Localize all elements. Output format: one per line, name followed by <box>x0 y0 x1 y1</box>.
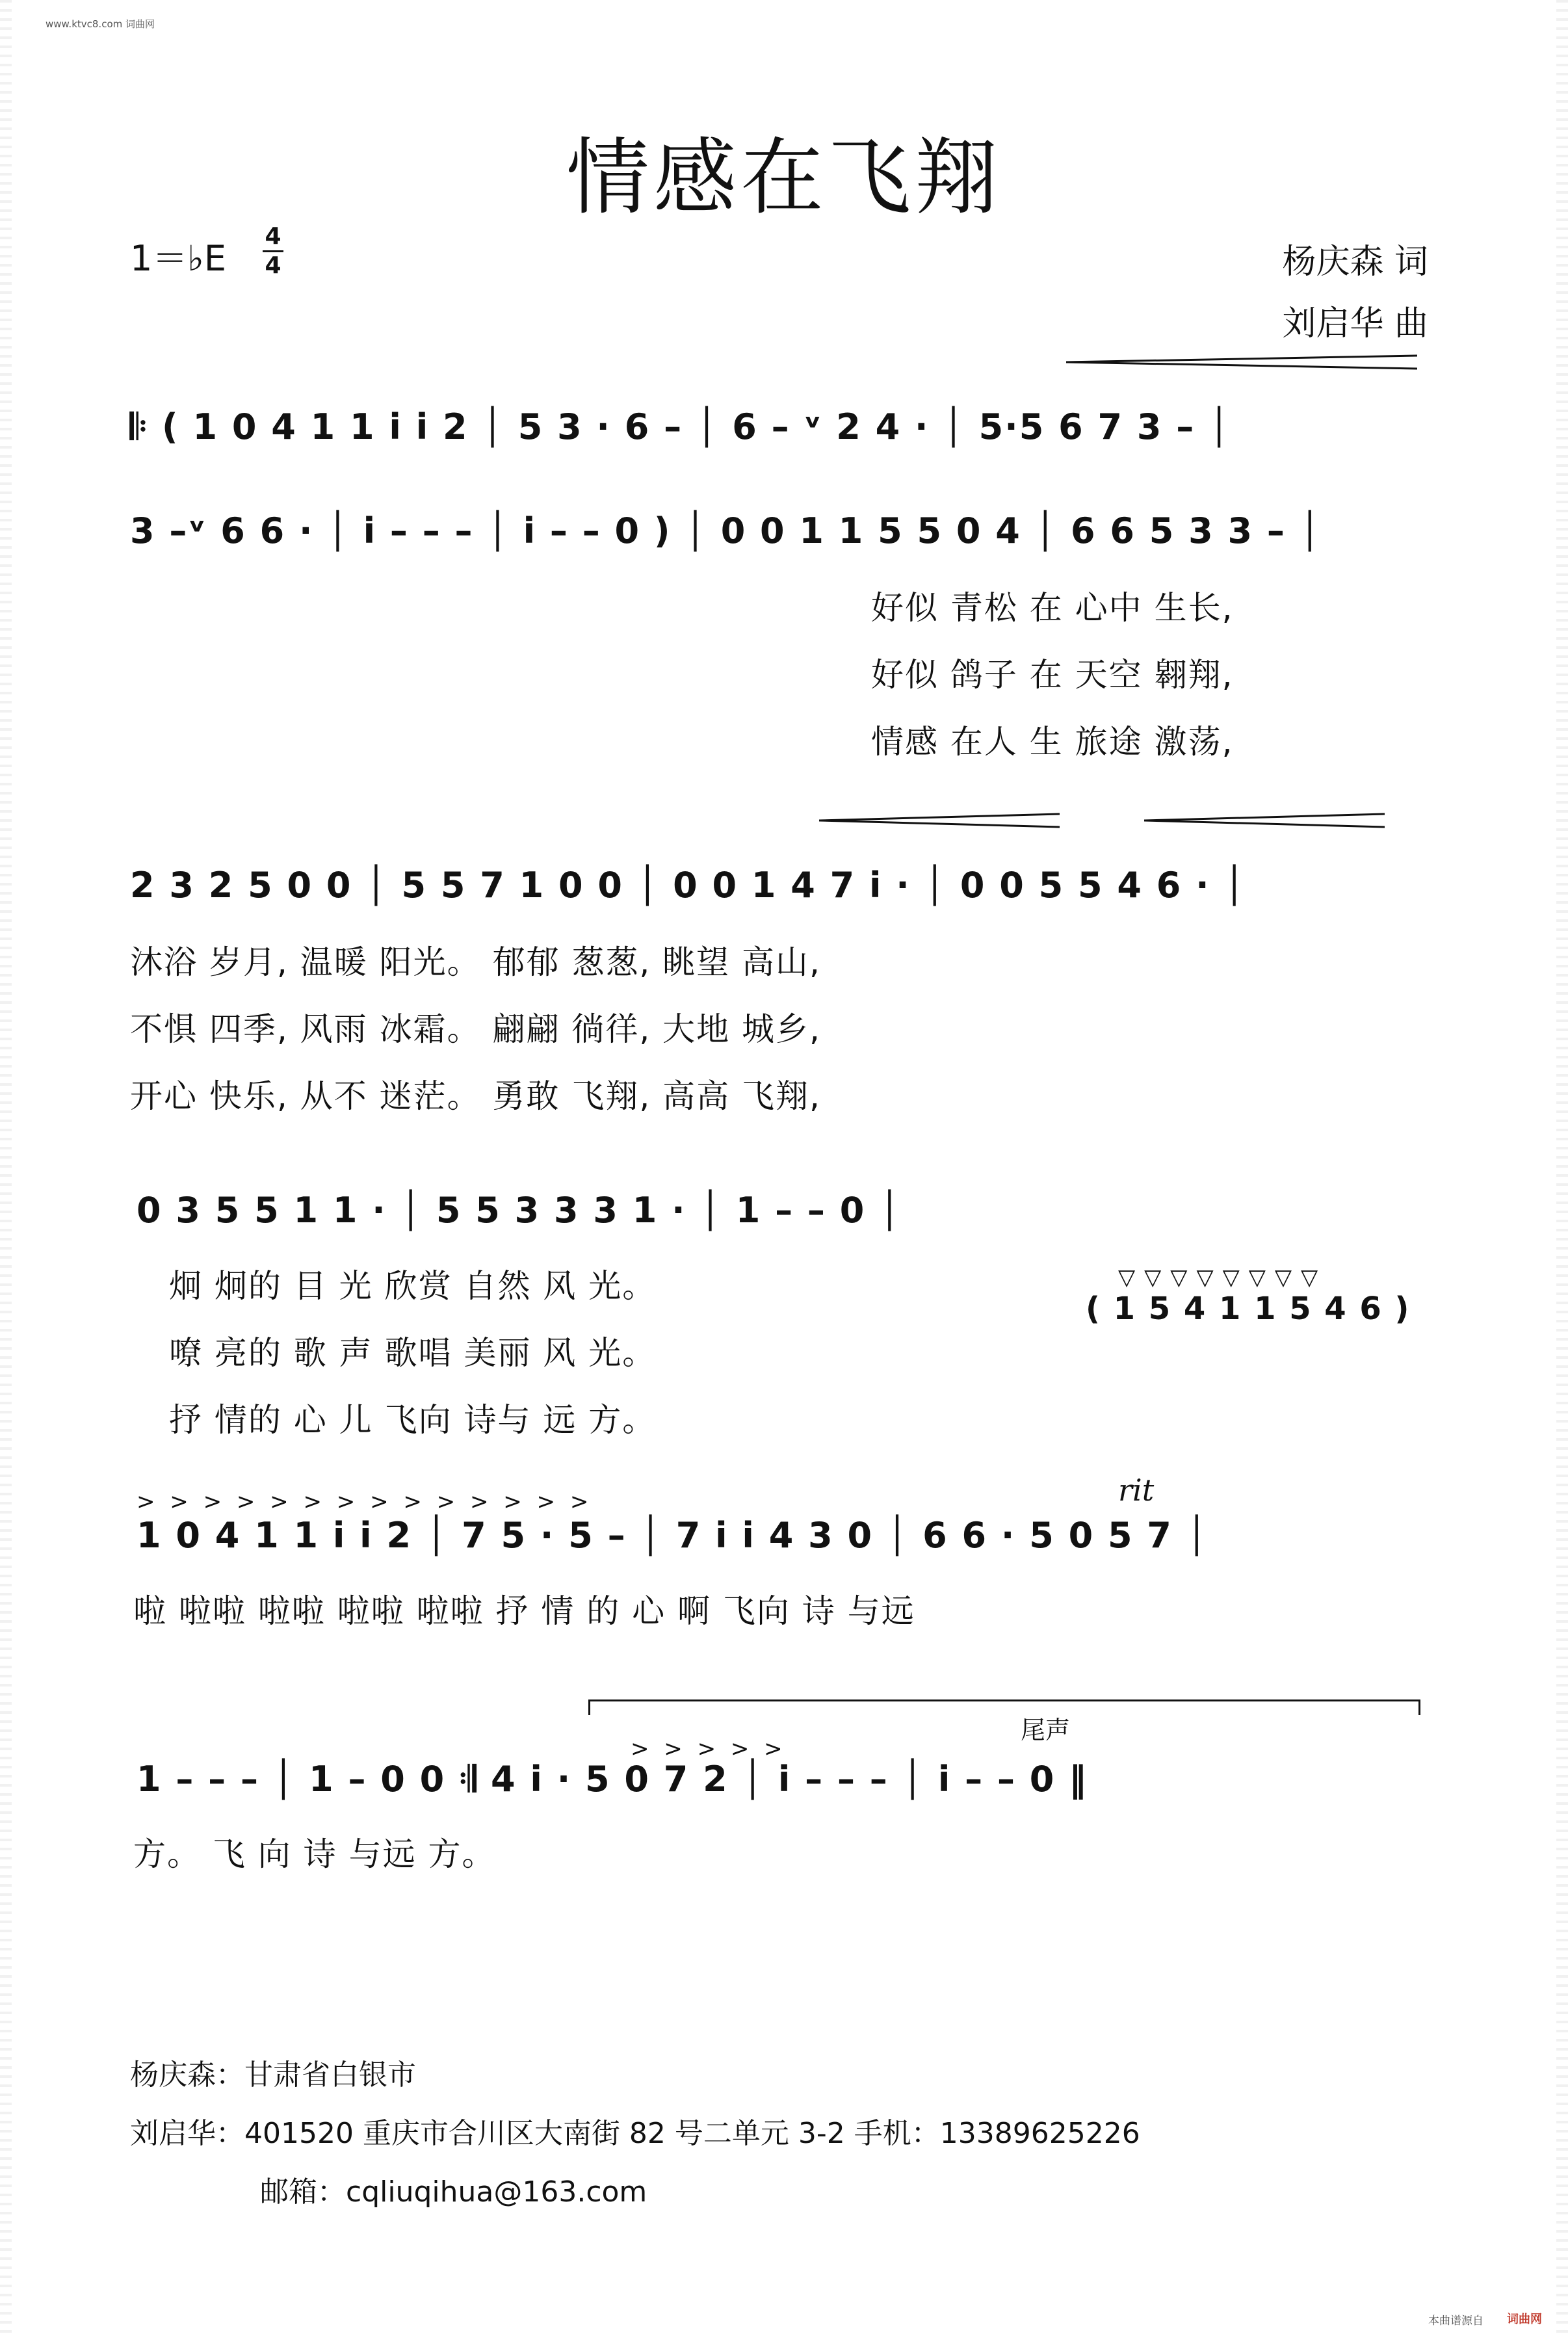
dynamic-hairpin <box>819 813 1060 828</box>
lyric-row-2-verse-2: 好似 鸽子 在 天空 翱翔, <box>871 656 1234 694</box>
lyric-row-2-verse-3: 情感 在人 生 旅途 激荡, <box>871 723 1234 761</box>
lyric-row-4-verse-3: 抒 情的 心 儿 飞向 诗与 远 方。 <box>169 1401 657 1439</box>
coda-label: 尾声 <box>1021 1716 1071 1744</box>
lyric-row-4-verse-2: 嘹 亮的 歌 声 歌唱 美丽 风 光。 <box>169 1334 657 1372</box>
interlude-triangles: ▽▽▽▽▽▽▽▽ <box>1118 1265 1327 1291</box>
composer-email[interactable]: 邮箱：cqliuqihua@163.com <box>260 2175 647 2209</box>
lyric-row-3-verse-1: 沐浴 岁月, 温暖 阳光。 郁郁 葱葱, 眺望 高山, <box>130 943 821 981</box>
dynamic-hairpin <box>1066 354 1417 370</box>
lyric-row-5: 啦 啦啦 啦啦 啦啦 啦啦 抒 情 的 心 啊 飞向 诗 与远 <box>133 1592 915 1630</box>
interlude-notes: ( 1 5 4 1 1 5 4 6 ) <box>1086 1291 1411 1327</box>
ending-bracket-left <box>588 1700 590 1715</box>
dynamic-hairpin <box>1144 813 1385 828</box>
ending-bracket-right <box>1418 1700 1420 1715</box>
key-signature: 1＝♭E <box>130 238 226 279</box>
lyric-row-3-verse-2: 不惧 四季, 风雨 冰霜。 翩翩 徜徉, 大地 城乡, <box>130 1010 821 1048</box>
ending-bracket <box>588 1700 1420 1701</box>
song-title: 情感在飞翔 <box>566 129 1002 226</box>
corner-site-logo[interactable]: 词曲网 <box>1507 2313 1542 2326</box>
lyricist-address: 杨庆森：甘肃省白银市 <box>130 2058 416 2092</box>
rit-marking: rit <box>1118 1473 1155 1508</box>
lyric-row-3-verse-3: 开心 快乐, 从不 迷茫。 勇敢 飞翔, 高高 飞翔, <box>130 1077 821 1115</box>
time-numerator: 4 <box>265 223 281 250</box>
lyric-row-6: 方。 飞 向 诗 与远 方。 <box>133 1835 496 1873</box>
left-edge-watermark <box>0 0 12 2336</box>
composer-address: 刘启华：401520 重庆市合川区大南街 82 号二单元 3-2 手机：13389625226 <box>130 2117 1140 2150</box>
score-row-3: 2 3 2 5 0 0 │ 5 5 7 1 0 0 │ 0 0 1 4 7 i · │ 0 0 5 5 4 6 · │ <box>130 865 1246 906</box>
time-denominator: 4 <box>265 252 281 279</box>
lyric-row-2-verse-1: 好似 青松 在 心中 生长, <box>871 589 1234 627</box>
site-url[interactable]: www.ktvc8.com 词曲网 <box>46 18 155 30</box>
accent-marks: > > > > > > > > > > > > > > <box>137 1489 593 1515</box>
score-row-1: 𝄆 ( 1 0 4 1 1 i i 2 │ 5 3 · 6 – │ 6 – ᵛ 2 4 · │ 5·5 6 7 3 – │ <box>130 406 1231 447</box>
lyric-row-4-verse-1: 炯 炯的 目 光 欣赏 自然 风 光。 <box>169 1267 657 1305</box>
corner-source-label: 本曲谱源自 <box>1428 2315 1483 2328</box>
score-row-4: 0 3 5 5 1 1 · │ 5 5 3 3 3 1 · │ 1 – – 0 │ <box>137 1190 902 1231</box>
score-row-2: 3 –ᵛ 6 6 · │ i – – – │ i – – 0 ) │ 0 0 1 1 5 5 0 4 │ 6 6 5 3 3 – │ <box>130 510 1322 551</box>
lyricist-credit: 杨庆森 词 <box>1282 243 1428 282</box>
score-row-6: 1 – – – │ 1 – 0 0 𝄇 4 i · 5 0 7 2 │ i – – – │ i – – 0 ‖ <box>137 1759 1088 1800</box>
score-row-5: 1 0 4 1 1 i i 2 │ 7 5 · 5 – │ 7 i i 4 3 0 │ 6 6 · 5 0 5 7 │ <box>137 1515 1209 1556</box>
right-edge-watermark <box>1556 0 1568 2336</box>
accent-marks-coda: > > > > > <box>631 1736 787 1762</box>
time-signature <box>260 224 286 278</box>
composer-credit: 刘启华 曲 <box>1282 304 1428 343</box>
